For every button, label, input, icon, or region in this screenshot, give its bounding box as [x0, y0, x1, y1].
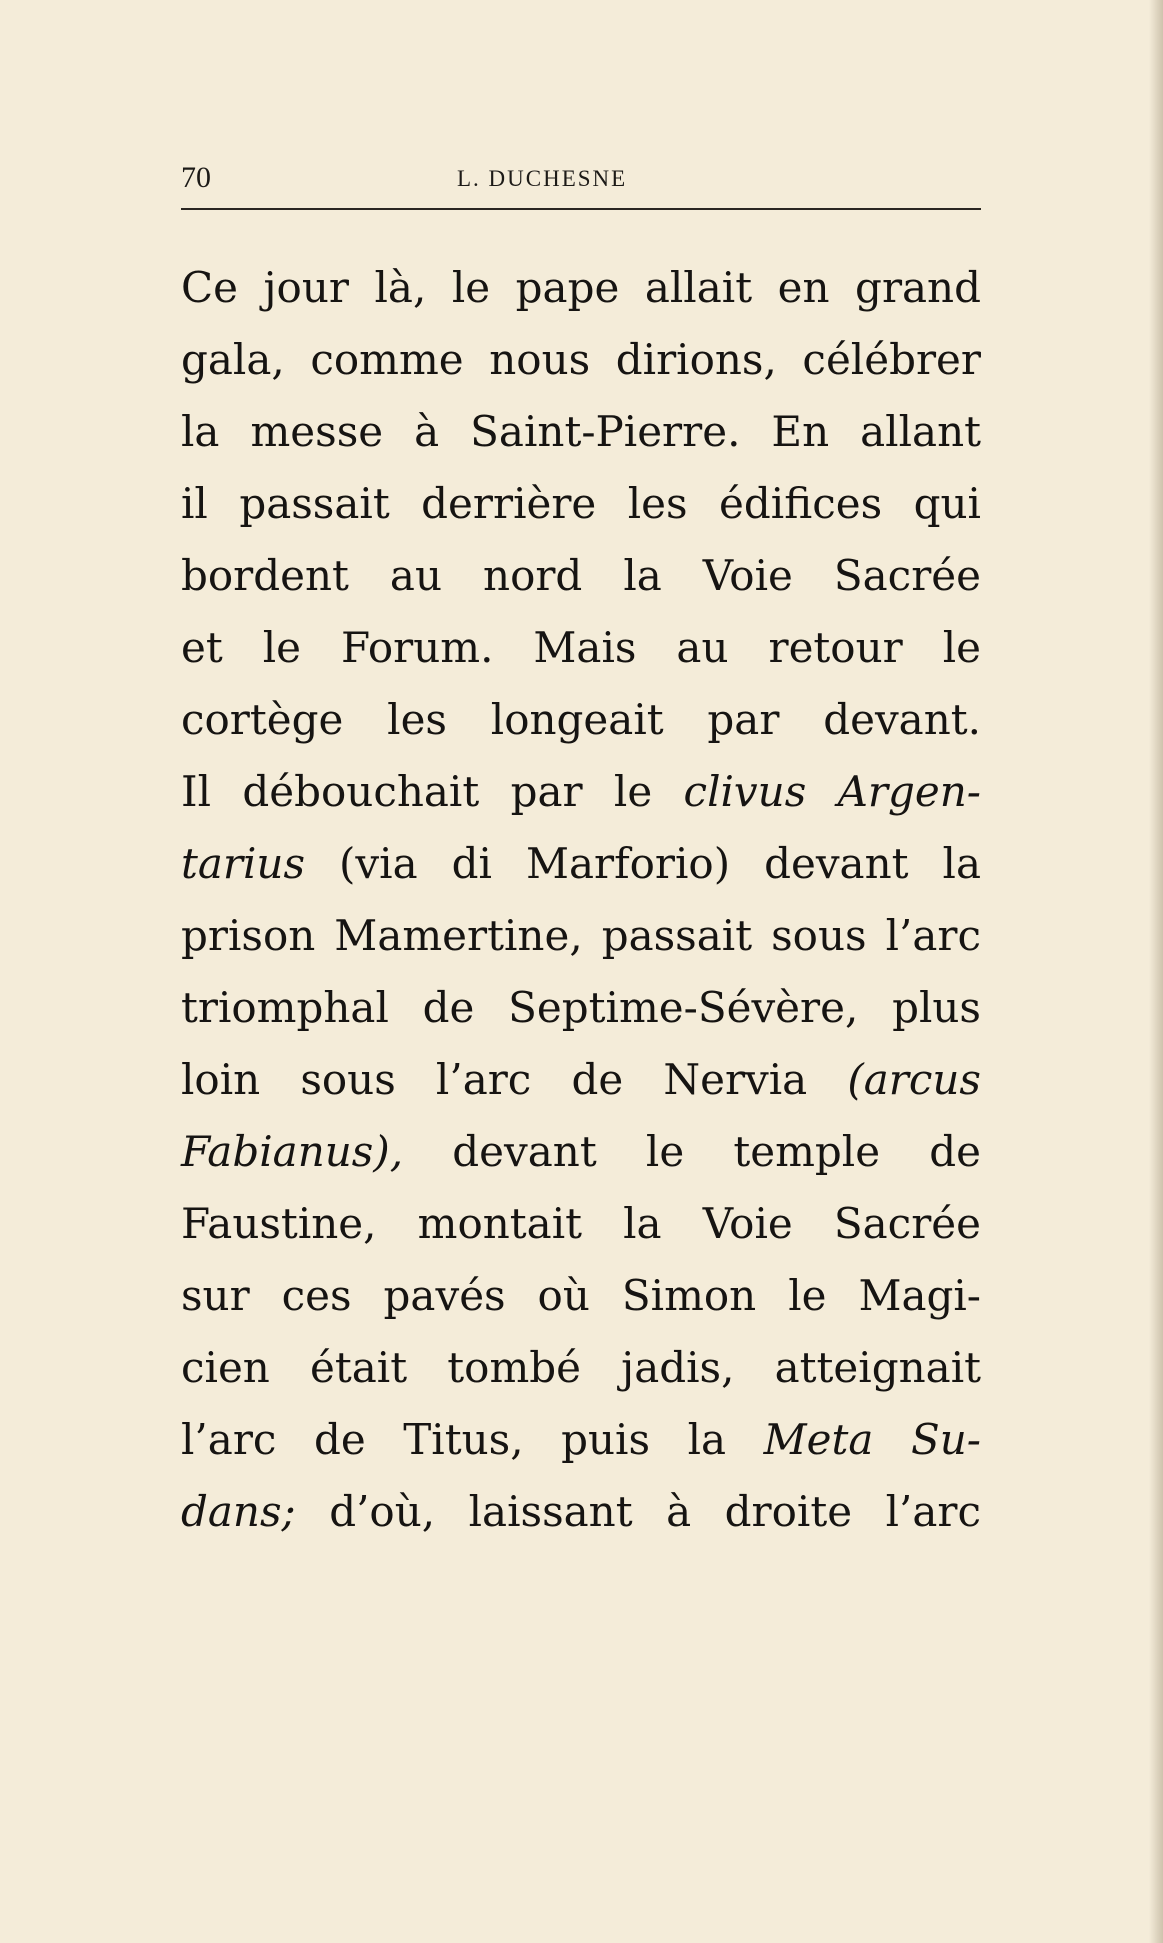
italic-segment: tarius [181, 839, 306, 888]
text-segment: Faustine, montait la Voie Sacrée [181, 1199, 981, 1248]
text-segment: (via di Marforio) devant la [305, 839, 981, 888]
italic-segment: Fabianus), [181, 1127, 404, 1176]
text-segment: triomphal de Septime-Sévère, plus [181, 983, 981, 1032]
running-head [181, 160, 981, 196]
text-line [181, 1332, 981, 1404]
text-line [181, 1116, 981, 1188]
italic-segment: Meta Su- [763, 1415, 981, 1464]
text-line [181, 900, 981, 972]
text-line [181, 1476, 981, 1548]
text-segment: cortège les longeait par devant. [181, 695, 981, 744]
text-line [181, 828, 981, 900]
page-edge-shadow [1149, 0, 1163, 1943]
text-segment: Ce jour là, le pape allait en grand [181, 263, 981, 312]
text-segment: gala, comme nous dirions, célébrer [181, 335, 981, 384]
italic-segment: (arcus [847, 1055, 981, 1104]
text-line [181, 1404, 981, 1476]
text-segment: Il débouchait par le [181, 767, 684, 816]
text-line [181, 396, 981, 468]
running-title: L. DUCHESNE [457, 166, 628, 191]
text-line [181, 1188, 981, 1260]
text-segment: cien était tombé jadis, atteignait [181, 1343, 981, 1392]
text-line [181, 540, 981, 612]
body-text [181, 252, 981, 1548]
text-line [181, 324, 981, 396]
text-line [181, 684, 981, 756]
text-line [181, 252, 981, 324]
text-segment: et le Forum. Mais au retour le [181, 623, 981, 672]
text-segment: devant le temple de [403, 1127, 981, 1176]
text-line [181, 972, 981, 1044]
page-number: 70 [181, 161, 211, 194]
text-line [181, 1044, 981, 1116]
text-segment: la messe à Saint-Pierre. En allant [181, 407, 981, 456]
text-segment: l’arc de Titus, puis la [181, 1415, 764, 1464]
text-line [181, 1260, 981, 1332]
text-segment: prison Mamertine, passait sous l’arc [181, 911, 981, 960]
italic-segment: dans; [181, 1487, 296, 1536]
header-rule [181, 208, 981, 210]
italic-segment: clivus Argen- [683, 767, 981, 816]
text-segment: loin sous l’arc de Nervia [181, 1055, 848, 1104]
text-segment: bordent au nord la Voie Sacrée [181, 551, 981, 600]
text-line [181, 612, 981, 684]
text-line [181, 756, 981, 828]
text-segment: sur ces pavés où Simon le Magi- [181, 1271, 981, 1320]
text-segment: d’où, laissant à droite l’arc [295, 1487, 981, 1536]
text-line [181, 468, 981, 540]
text-segment: il passait derrière les édifices qui [181, 479, 981, 528]
